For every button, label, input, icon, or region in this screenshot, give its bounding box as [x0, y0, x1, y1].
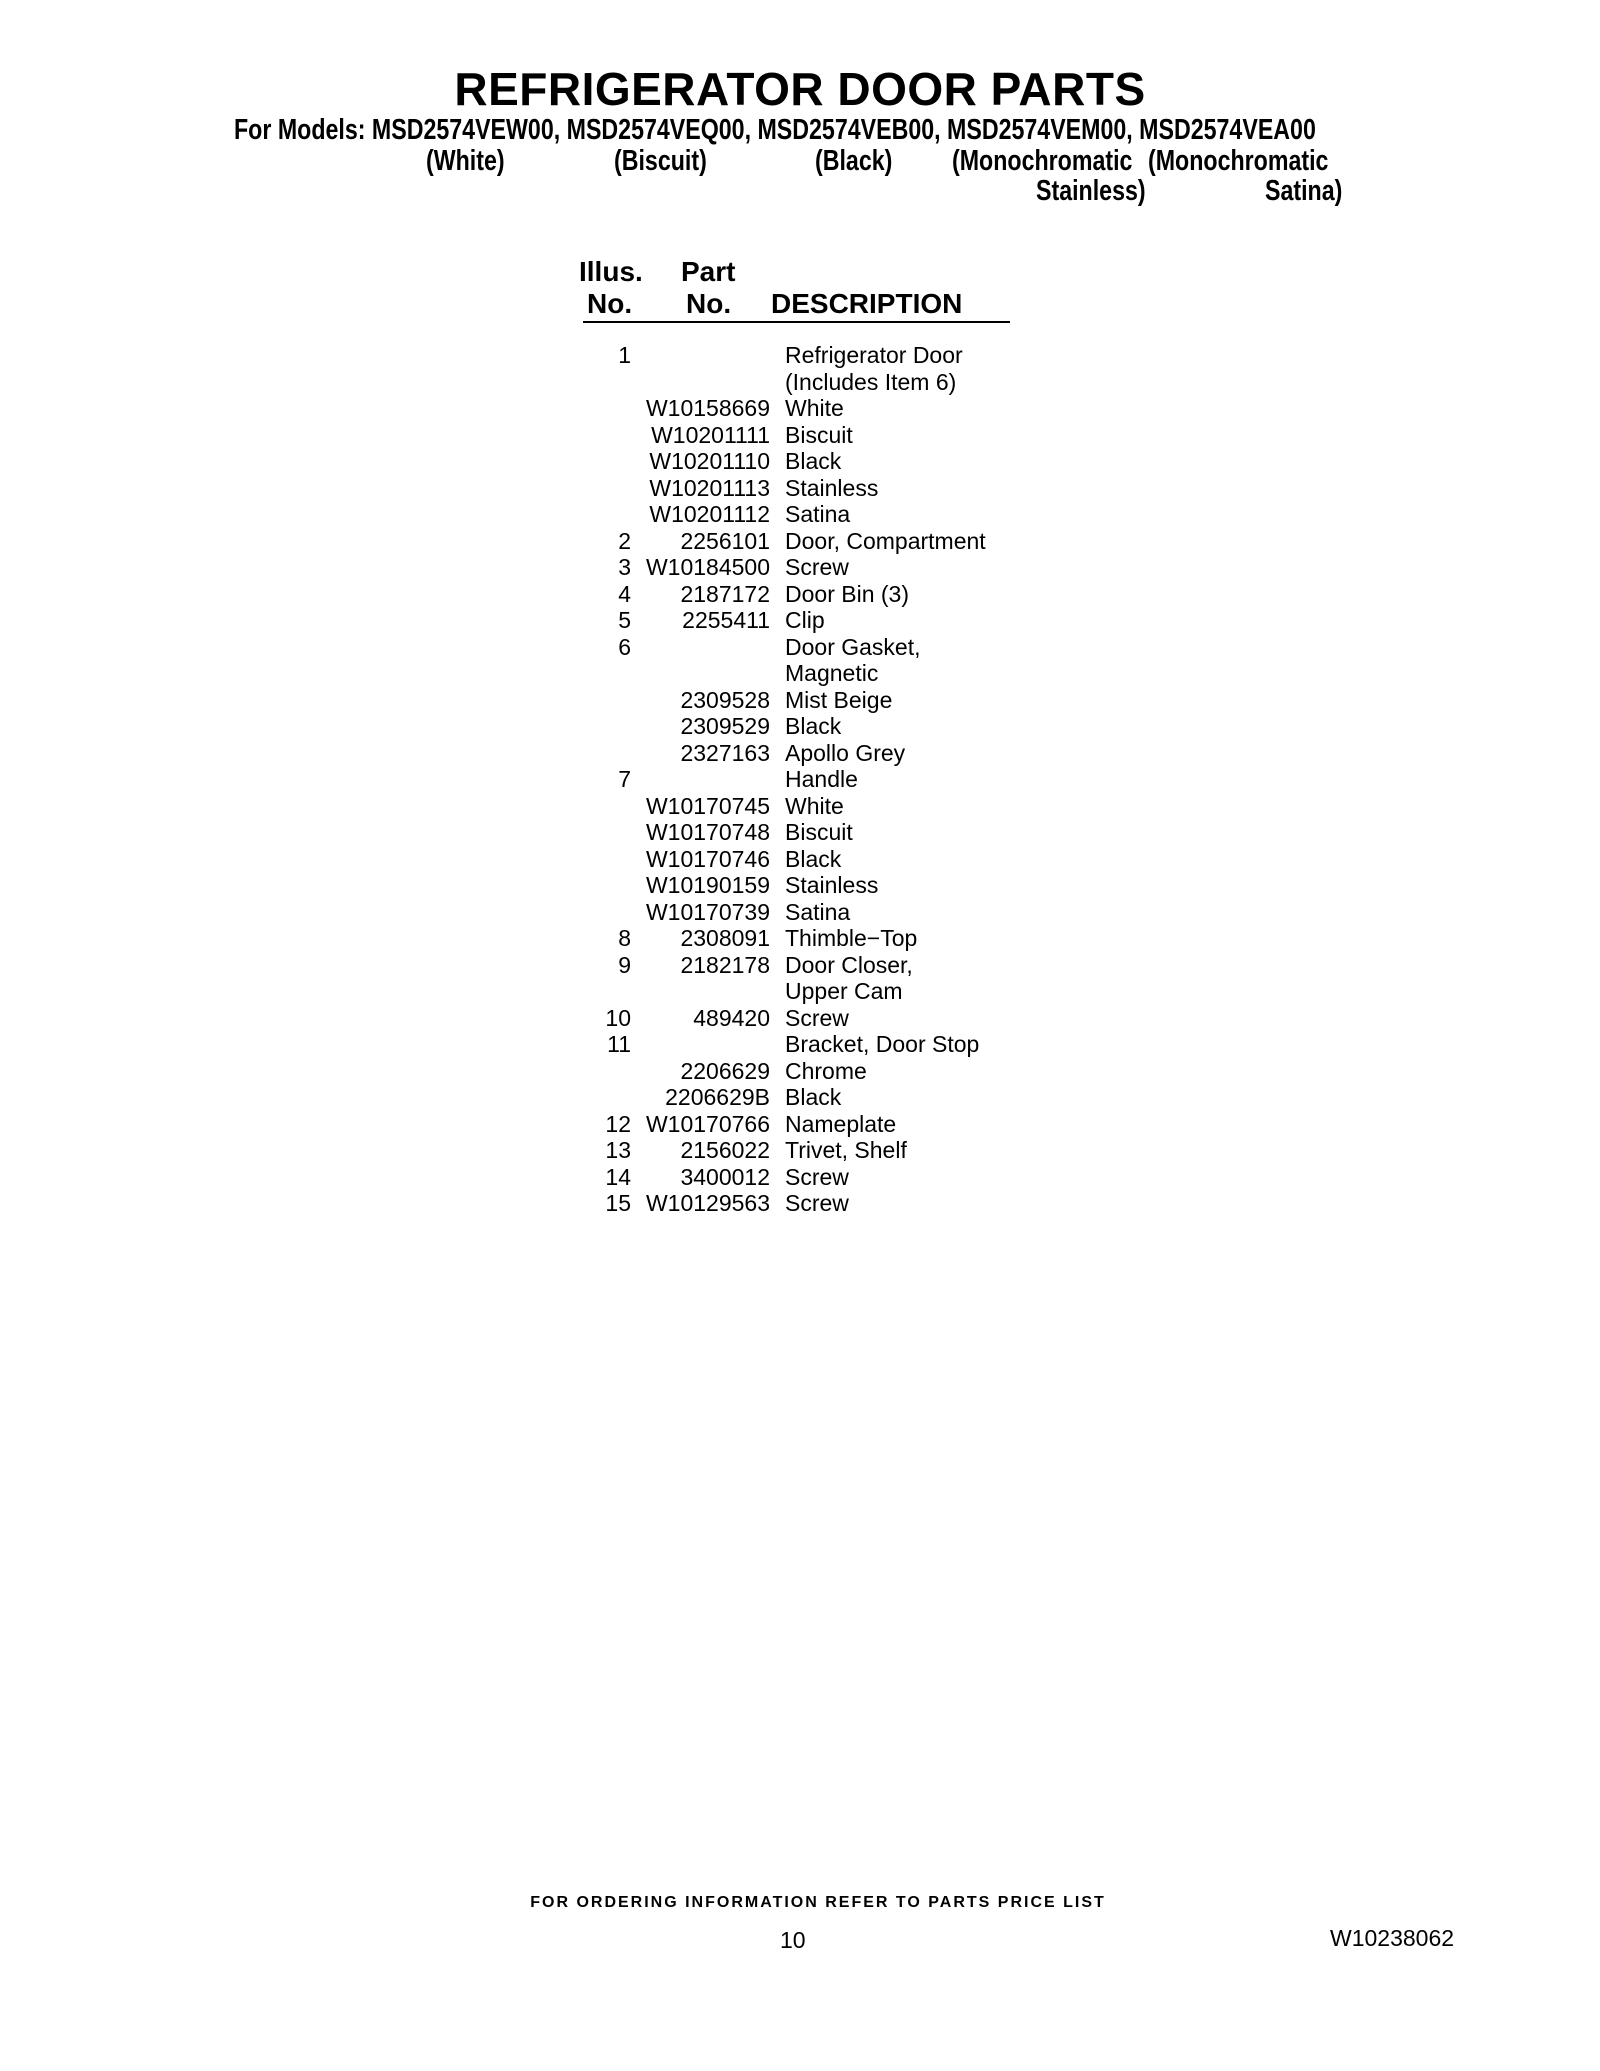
part-description: Clip: [785, 607, 825, 633]
table-row: [0, 872, 1600, 899]
part-description: Stainless: [785, 872, 879, 898]
part-description: Refrigerator Door: [785, 342, 963, 368]
part-description: Satina: [785, 898, 851, 925]
ordering-note: FOR ORDERING INFORMATION REFER TO PARTS PRICE LIST: [530, 1894, 1106, 1911]
header-rule: [583, 321, 1010, 323]
part-description: Screw: [785, 554, 849, 580]
part-description: (Includes Item 6): [785, 368, 957, 395]
part-number: W10170746: [645, 845, 770, 872]
part-number: 2206629: [680, 1057, 770, 1084]
part-number: W10201112: [649, 501, 770, 527]
table-row: [0, 1164, 1600, 1191]
illus-number: 7: [618, 766, 631, 792]
table-row: [0, 1190, 1600, 1217]
part-number: W10158669: [645, 395, 770, 421]
illus-number: 12: [605, 1110, 631, 1137]
part-number: W10170748: [645, 819, 770, 845]
table-row: [0, 766, 1600, 793]
table-row: [0, 687, 1600, 714]
illus-number: 6: [618, 633, 631, 660]
variant-white: (White): [426, 145, 505, 177]
table-row: [0, 607, 1600, 634]
part-number: W10129563: [645, 1190, 770, 1216]
table-row: [0, 554, 1600, 581]
table-row: [0, 501, 1600, 528]
table-row: [0, 1031, 1600, 1058]
part-description: Black: [785, 845, 842, 872]
part-number: W10170745: [645, 792, 770, 819]
illus-number: 15: [605, 1190, 631, 1216]
table-row: [0, 978, 1600, 1005]
document-number: W10238062: [1330, 1925, 1455, 1951]
part-description: Chrome: [785, 1057, 867, 1084]
part-number: 2156022: [680, 1137, 770, 1163]
page-number: 10: [780, 1927, 806, 1953]
table-row: [0, 528, 1600, 555]
illus-number: 3: [618, 554, 631, 580]
header-illus-line2: No.: [587, 288, 633, 319]
illus-number: 14: [605, 1163, 631, 1190]
parts-table: [0, 342, 1600, 1217]
table-row: [0, 395, 1600, 422]
part-description: Door Bin (3): [785, 580, 909, 607]
part-number: W10201110: [649, 448, 770, 474]
part-number: 2309528: [680, 686, 770, 713]
header-part-line1: Part: [681, 256, 736, 287]
illus-number: 13: [605, 1137, 631, 1163]
part-description: Screw: [785, 1004, 849, 1031]
part-description: Magnetic: [785, 660, 879, 686]
header-illus-line1: Illus.: [579, 256, 643, 287]
illus-number: 11: [607, 1031, 631, 1057]
part-description: Black: [785, 1084, 842, 1110]
table-row: [0, 660, 1600, 687]
variant-biscuit: (Biscuit): [614, 145, 707, 177]
part-description: Biscuit: [785, 819, 853, 845]
part-number: 2256101: [680, 527, 770, 554]
part-description: Upper Cam: [785, 978, 903, 1004]
part-description: Apollo Grey: [785, 739, 906, 766]
part-number: W10201113: [649, 474, 770, 501]
part-description: Screw: [785, 1190, 849, 1216]
part-description: Handle: [785, 766, 858, 792]
part-number: W10201111: [651, 421, 770, 448]
part-description: Satina: [785, 501, 851, 527]
part-description: Door, Compartment: [785, 527, 986, 554]
illus-number: 8: [618, 925, 631, 951]
table-row: [0, 1137, 1600, 1164]
variant-mono-stainless-line1: (Monochromatic: [952, 145, 1133, 177]
part-number: W10170739: [645, 898, 770, 925]
table-row: [0, 369, 1600, 396]
variant-mono-stainless-line2: Stainless): [1036, 175, 1146, 207]
part-description: Door Closer,: [785, 951, 913, 978]
variant-mono-satina-line1: (Monochromatic: [1148, 145, 1329, 177]
illus-number: 1: [618, 342, 631, 368]
models-line: For Models: MSD2574VEW00, MSD2574VEQ00, MSD2574VEB00, MSD2574VEM00, MSD2574VEA00: [234, 114, 1316, 146]
part-number: 2182178: [680, 951, 770, 978]
table-row: [0, 819, 1600, 846]
illus-number: 2: [618, 527, 631, 554]
table-row: [0, 899, 1600, 926]
variant-black: (Black): [815, 145, 893, 177]
table-row: [0, 475, 1600, 502]
part-number: 3400012: [680, 1163, 770, 1190]
page-title: REFRIGERATOR DOOR PARTS: [454, 63, 1146, 115]
part-description: Nameplate: [785, 1110, 897, 1137]
illus-number: 4: [618, 580, 631, 607]
part-description: Screw: [785, 1163, 849, 1190]
part-description: Bracket, Door Stop: [785, 1031, 980, 1057]
part-description: Black: [785, 448, 842, 474]
table-row: [0, 1005, 1600, 1032]
part-number: 2309529: [680, 713, 770, 739]
header-description: DESCRIPTION: [771, 288, 963, 319]
table-row: [0, 448, 1600, 475]
table-row: [0, 740, 1600, 767]
part-description: Trivet, Shelf: [785, 1137, 907, 1163]
part-number: W10190159: [645, 872, 770, 898]
table-row: [0, 713, 1600, 740]
part-description: Mist Beige: [785, 686, 893, 713]
part-number: 2255411: [682, 607, 770, 633]
table-row: [0, 952, 1600, 979]
part-number: W10170766: [645, 1110, 770, 1137]
table-row: [0, 1111, 1600, 1138]
table-row: [0, 925, 1600, 952]
table-row: [0, 1058, 1600, 1085]
part-description: Black: [785, 713, 842, 739]
part-description: Biscuit: [785, 421, 853, 448]
part-number: 2308091: [680, 925, 770, 951]
part-number: 489420: [693, 1004, 770, 1031]
table-row: [0, 1084, 1600, 1111]
part-description: Stainless: [785, 474, 879, 501]
part-number: W10184500: [645, 554, 770, 580]
table-row: [0, 342, 1600, 369]
header-part-line2: No.: [686, 288, 732, 319]
table-row: [0, 422, 1600, 449]
illus-number: 9: [618, 951, 631, 978]
table-row: [0, 846, 1600, 873]
illus-number: 10: [605, 1004, 631, 1031]
part-description: White: [785, 792, 844, 819]
part-number: 2187172: [680, 580, 770, 607]
table-row: [0, 581, 1600, 608]
part-description: Door Gasket,: [785, 633, 921, 660]
variant-mono-satina-line2: Satina): [1265, 175, 1343, 207]
part-description: White: [785, 395, 844, 421]
part-number: 2327163: [680, 739, 770, 766]
table-row: [0, 634, 1600, 661]
table-row: [0, 793, 1600, 820]
part-number: 2206629B: [665, 1084, 770, 1110]
part-description: Thimble−Top: [785, 925, 918, 951]
illus-number: 5: [618, 607, 631, 633]
